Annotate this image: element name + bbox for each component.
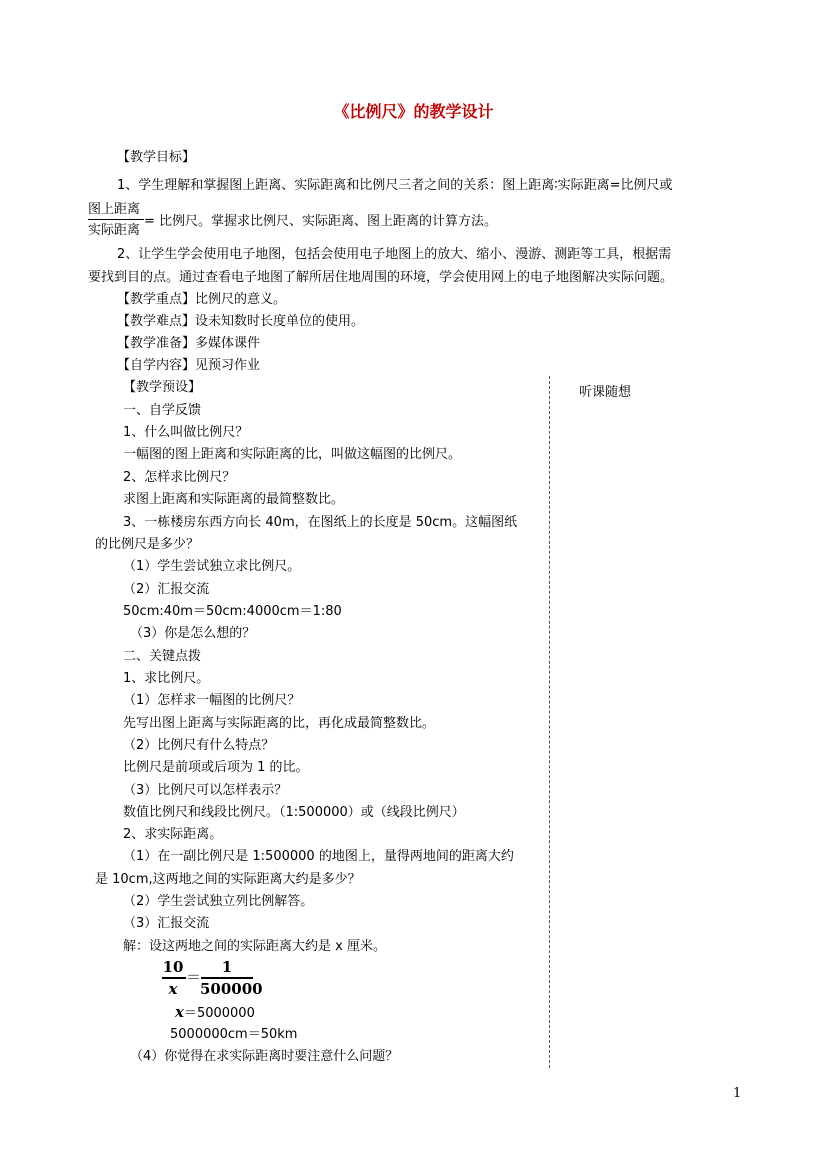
body-line: （3）比例尺可以怎样表示？ <box>123 783 288 798</box>
body-line: 先写出图上距离与实际距离的比，再化成最简整数比。 <box>123 716 436 731</box>
body-line: 5000000cm＝50km <box>170 1027 298 1042</box>
body-line: 2、怎样求比例尺？ <box>123 470 236 485</box>
goal-1-line-2: = 比例尺。掌握求比例尺、实际距离、图上距离的计算方法。 <box>144 214 498 229</box>
equation-left-bar <box>162 977 186 979</box>
goal-1-line-1: 1、学生理解和掌握图上距离、实际距离和比例尺三者之间的关系：图上距离∶实际距离=比例尺或 <box>117 178 673 193</box>
key-difficulty: 【教学难点】设未知数时长度单位的使用。 <box>117 314 365 329</box>
body-line: 1、什么叫做比例尺？ <box>123 425 249 440</box>
key-focus: 【教学重点】比例尺的意义。 <box>117 292 287 307</box>
body-line: 解：设这两地之间的实际距离大约是 x 厘米。 <box>123 939 386 954</box>
equation-left-denominator: x <box>168 980 178 998</box>
body-line: 数值比例尺和线段比例尺。（1:500000）或（线段比例尺） <box>123 805 465 820</box>
self-study: 【自学内容】见预习作业 <box>117 358 261 373</box>
body-line: 二、关键点拨 <box>123 649 202 664</box>
teaching-prep: 【教学准备】多媒体课件 <box>117 336 261 351</box>
body-line: （1）学生尝试独立求比例尺。 <box>123 559 301 574</box>
equation-right-denominator: 500000 <box>200 980 263 998</box>
body-line: 3、一栋楼房东西方向长 40m，在图纸上的长度是 50cm。这幅图纸 <box>123 515 518 530</box>
goal-2-line-1: 2、让学生学会使用电子地图，包括会使用电子地图上的放大、缩小、漫游、测距等工具，根据需 <box>117 247 672 262</box>
goal-2-line-2: 要找到目的点。通过查看电子地图了解所居住地周围的环境，学会使用网上的电子地图解决实际问题。 <box>88 270 674 285</box>
column-divider <box>549 376 550 1068</box>
body-line: 2、求实际距离。 <box>123 827 223 842</box>
body-line: （2）汇报交流 <box>123 582 210 597</box>
body-line: （3）你是怎么想的？ <box>130 626 256 641</box>
body-line: 比例尺是前项或后项为 1 的比。 <box>123 760 309 775</box>
equation-equals-sign: ＝ <box>186 968 202 986</box>
body-line: 是 10cm,这两地之间的实际距离大约是多少？ <box>95 872 361 887</box>
body-line: 【教学预设】 <box>123 380 202 395</box>
variable-x: x <box>175 1003 184 1021</box>
body-line: （2）比例尺有什么特点？ <box>123 738 275 753</box>
body-line: （4）你觉得在求实际距离时要注意什么问题？ <box>130 1049 399 1064</box>
body-line: （1）在一副比例尺是 1:500000 的地图上，量得两地间的距离大约 <box>123 849 514 864</box>
body-line: 一幅图的图上距离和实际距离的比，叫做这幅图的比例尺。 <box>123 447 462 462</box>
equation-right-bar <box>201 977 253 979</box>
page-title: 《比例尺》的教学设计 <box>333 102 494 121</box>
page-number: 1 <box>733 1086 742 1101</box>
notes-heading: 听课随想 <box>579 385 632 400</box>
goals-heading: 【教学目标】 <box>117 150 196 165</box>
solution-value: ＝5000000 <box>183 1006 255 1021</box>
fraction-numerator: 图上距离 <box>88 202 141 217</box>
body-line: 的比例尺是多少？ <box>95 537 200 552</box>
equation-right-numerator: 1 <box>221 958 233 976</box>
body-line: （3）汇报交流 <box>123 916 210 931</box>
equation-left-numerator: 10 <box>162 958 184 976</box>
body-line: 求图上距离和实际距离的最简整数比。 <box>123 492 345 507</box>
solution-line <box>175 1003 255 1023</box>
body-line: 一、自学反馈 <box>123 403 202 418</box>
fraction-bar <box>88 219 144 220</box>
body-line: 1、求比例尺。 <box>123 671 210 686</box>
body-line: （1）怎样求一幅图的比例尺？ <box>123 693 301 708</box>
body-line: 50cm:40m＝50cm:4000cm＝1:80 <box>123 604 342 619</box>
body-line: （2）学生尝试独立列比例解答。 <box>123 894 314 909</box>
fraction-denominator: 实际距离 <box>88 223 141 238</box>
